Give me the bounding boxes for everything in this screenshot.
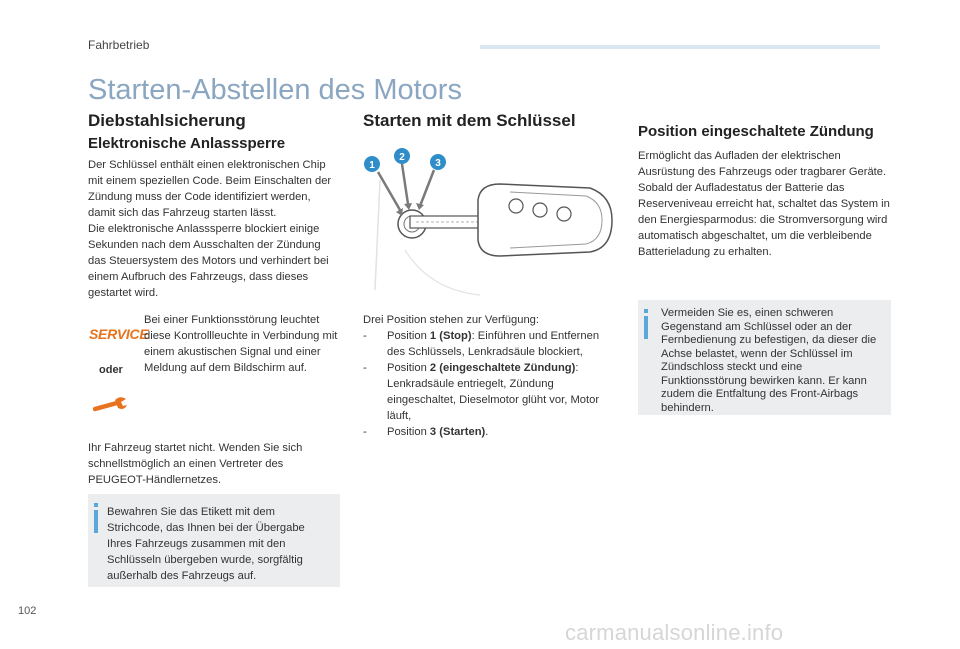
warning-text: Bei einer Funktionsstörung leuchtet diese Kontrollleuchte in Verbindung mit einem akustischen Signal und einer Meldung auf dem Bildschirm auf. — [144, 314, 338, 374]
page-number: 102 — [18, 605, 37, 617]
subheading-anlasssperre: Elektronische Anlasssperre — [88, 135, 286, 152]
middle-body — [363, 312, 615, 440]
section-label: Fahrbetrieb — [88, 38, 150, 52]
oder-label: oder — [99, 364, 123, 376]
info-text-warning: Vermeiden Sie es, einen schweren Gegenstand am Schlüssel oder an der Fernbedienung zu befestigen, da dieser die Achse belastet, wenn der Schlüssel im Zündschloss steckt und eine Funktionsstörung bewirken kann. Er kann zudem die Entfaltung des Front-Airbags behindern. — [661, 307, 877, 414]
wrench-icon — [93, 394, 129, 414]
list-item: - Position 3 (Starten). — [363, 426, 489, 438]
right-paragraph-1: Ermöglicht das Aufladen der elektrischen Ausrüstung des Fahrzeugs oder tragbarer Geräte. — [638, 150, 887, 178]
list-item: - Position 1 (Stop): Einführen und Entfernen des Schlüssels, Lenkradsäule blockiert, — [363, 330, 600, 358]
heading-position-zuendung: Position eingeschaltete Zündung — [638, 123, 874, 140]
page-title: Starten-Abstellen des Motors — [88, 74, 462, 106]
callout-2: 2 — [399, 152, 405, 163]
left-body — [88, 157, 340, 301]
left-paragraph-1: Der Schlüssel enthält einen elektronischen Chip mit einem speziellen Code. Beim Einschalten der Zündung muss der Code identifiziert werden, damit sich das Fahrzeug starten lässt. — [88, 159, 332, 219]
heading-starten: Starten mit dem Schlüssel — [363, 111, 576, 130]
key-illustration — [350, 140, 620, 300]
info-icon — [94, 503, 98, 533]
info-box-label — [88, 494, 340, 587]
service-warning-icon: SERVICE — [89, 326, 149, 342]
header-bar — [480, 45, 880, 49]
info-box-warning — [638, 300, 891, 415]
middle-intro: Drei Position stehen zur Verfügung: — [363, 314, 539, 326]
list-item: - Position 2 (eingeschaltete Zündung): Lenkradsäule entriegelt, Zündung eingeschaltet, Dieselmotor glüht vor, Motor läuft, — [363, 362, 600, 422]
watermark: carmanualsonline.info — [565, 620, 784, 645]
info-text-label: Bewahren Sie das Etikett mit dem Strichcode, das Ihnen bei der Übergabe Ihres Fahrzeugs zusammen mit den Schlüsseln übergeben wurde, sorgfältig außerhalb des Fahrzeugs auf. — [107, 506, 305, 582]
heading-diebstahlsicherung: Diebstahlsicherung — [88, 111, 246, 130]
callout-1: 1 — [369, 160, 375, 171]
right-paragraph-2: Sobald der Aufladestatus der Batterie das Reserveniveau erreicht hat, schaltet das System in den Energiesparmodus: die Stromversorgung wird automatisch abgeschaltet, um die verbleibende Batterieladung zu erhalten. — [638, 182, 890, 258]
callout-3: 3 — [435, 158, 441, 169]
info-icon — [644, 309, 648, 339]
right-body — [638, 148, 890, 260]
left-paragraph-3: Ihr Fahrzeug startet nicht. Wenden Sie sich schnellstmöglich an einen Vertreter des PEUGEOT-Händlernetzes. — [88, 442, 303, 486]
left-paragraph-2: Die elektronische Anlasssperre blockiert einige Sekunden nach dem Ausschalten der Zündung das Steuersystem des Motors und verhindert bei einem Aufbruch des Fahrzeugs, dass dieses gestartet wird. — [88, 223, 329, 299]
